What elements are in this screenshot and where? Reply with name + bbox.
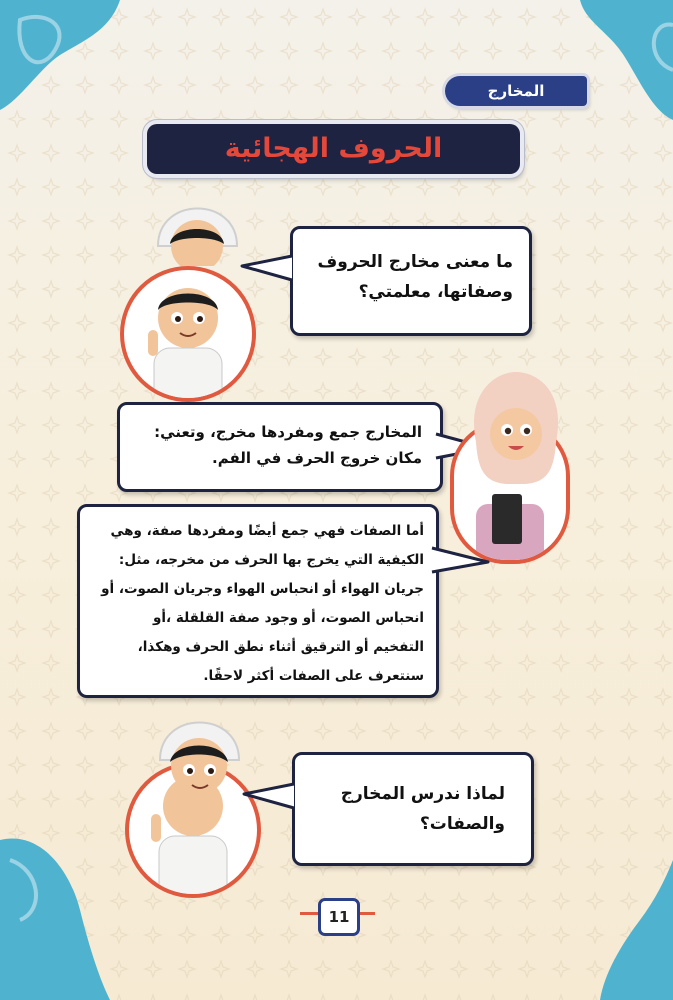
bubble-3-tail [428,540,490,580]
speech-bubble-1 [290,226,532,336]
decorative-blob-top-left [0,0,130,120]
decorative-blob-top-right [540,0,673,130]
bubble-4-text: لماذا ندرس المخارج والصفات؟ [340,784,505,834]
boy-avatar [120,266,256,402]
page-number-line-left [300,912,318,915]
teacher-head-icon [466,372,566,492]
page-title-box [147,124,520,174]
boy-cap-icon [150,186,245,266]
bubble-3-text: أما الصفات فهي جمع أيضًا ومفردها صفة، وهي الكيفية التي يخرج بها الحرف من مخرجه، مثل: جريان الهواء أو انحباس الهواء وجريان الصوت، أو انحباس الصوت، أو وجود صفة القلقلة ،أو التفخيم أو الترقيق أثناء نطق الحرف وهكذا، سنتعرف على الصفات أكثر لاحقًا. [101,523,424,684]
speech-bubble-2 [117,402,443,492]
decorative-blob-bottom-right [580,860,673,1000]
section-label: المخارج [487,82,545,100]
section-tag [445,76,587,106]
decorative-blob-bottom-left [0,800,120,1000]
bubble-1-text: ما معنى مخارج الحروف وصفاتها، معلمتي؟ [317,252,513,302]
speech-bubble-3 [77,504,439,698]
page-title: الحروف الهجائية [224,133,443,164]
speech-bubble-4 [292,752,534,866]
page-number-text: 11 [328,908,350,926]
boy-cap-icon-2 [152,700,247,800]
boy-illustration [124,270,252,398]
bubble-1-tail [240,250,294,286]
page-number [318,898,360,936]
bubble-2-text: المخارج جمع ومفردها مخرج، وتعني: مكان خروج الحرف في الفم. [154,423,422,467]
bubble-4-tail [242,778,296,814]
